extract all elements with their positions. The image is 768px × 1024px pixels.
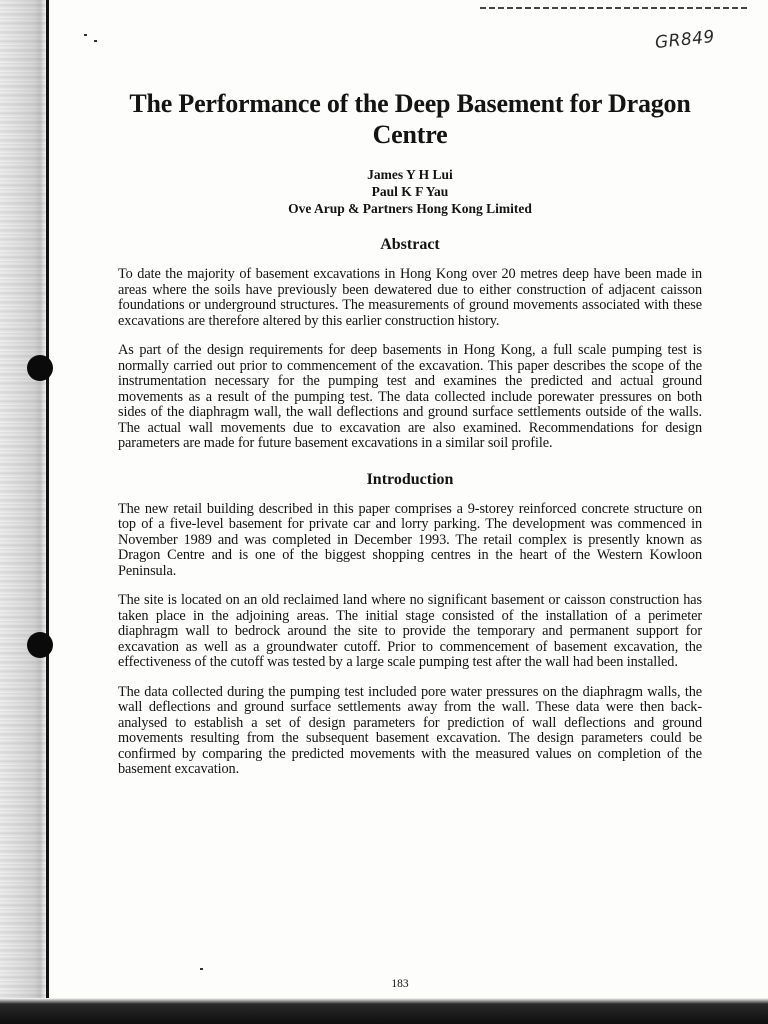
introduction-paragraph: The new retail building described in this paper comprises a 9-storey reinforced concrete structure on top of a five-level basement for private car and lorry parking. The development was commenced in November 1989 and was completed in December 1993. The retail complex is presently known as Dragon Centre and is one of the biggest shopping centres in the heart of the Western Kowloon Peninsula. (118, 500, 702, 579)
author-block (118, 166, 702, 217)
scan-edge-line (46, 0, 49, 1000)
paper-title: The Performance of the Deep Basement for Dragon Centre (129, 89, 691, 149)
paper-page (118, 88, 702, 792)
scan-top-rule (480, 7, 750, 9)
scan-speck (94, 40, 97, 42)
page-number: 183 (391, 978, 409, 990)
abstract-paragraph: To date the majority of basement excavations in Hong Kong over 20 metres deep have been made in areas where the soils have previously been dewatered due to either construction of adjacent caisson foundations or underground structures. The measurements of ground movements associated with these excavations are therefore altered by this earlier construction history. (118, 266, 702, 329)
abstract-paragraph: As part of the design requirements for deep basements in Hong Kong, a full scale pumping test is normally carried out prior to commencement of the excavation. This paper describes the scope of the instrumentation necessary for the pumping test and examines the predicted and actual ground movements as a result of the pumping test. The data collected include porewater pressures on both sides of the diaphragm wall, the wall deflections and ground surface settlements outside of the walls. The actual wall movements due to excavation are also examined. Recommendations for design parameters are made for future basement excavations in a similar soil profile. (118, 342, 702, 451)
introduction-paragraph: The data collected during the pumping test included pore water pressures on the diaphragm walls, the wall deflections and ground surface settlements away from the wall. These data were then back-analysed to establish a set of design parameters for prediction of wall deflections and ground movements resulting from the subsequent basement excavation. The design parameters could be confirmed by comparing the predicted movements with the measured values on completion of the basement excavation. (118, 683, 702, 777)
abstract-heading: Abstract (380, 236, 440, 253)
introduction-paragraph: The site is located on an old reclaimed land where no significant basement or caisson construction has taken place in the adjoining areas. The initial stage consisted of the installation of a perimeter diaphragm wall to bedrock around the site to provide the temporary and permanent support for excavation as well as a groundwater cutoff. Prior to commencement of basement excavation, the effectiveness of the cutoff was tested by a large scale pumping test after the wall had been installed. (118, 592, 702, 670)
author-affiliation: Ove Arup & Partners Hong Kong Limited (288, 201, 532, 216)
punch-hole (27, 632, 53, 658)
author-name: James Y H Lui (367, 167, 453, 182)
punch-hole (27, 355, 53, 381)
scan-bottom-edge (0, 998, 768, 1024)
scan-speck (200, 968, 203, 970)
scan-binding-edge (0, 0, 46, 1024)
author-name: Paul K F Yau (371, 184, 449, 199)
handwritten-reference: GR849 (654, 26, 716, 54)
introduction-heading: Introduction (366, 470, 454, 488)
scan-speck (84, 34, 87, 36)
